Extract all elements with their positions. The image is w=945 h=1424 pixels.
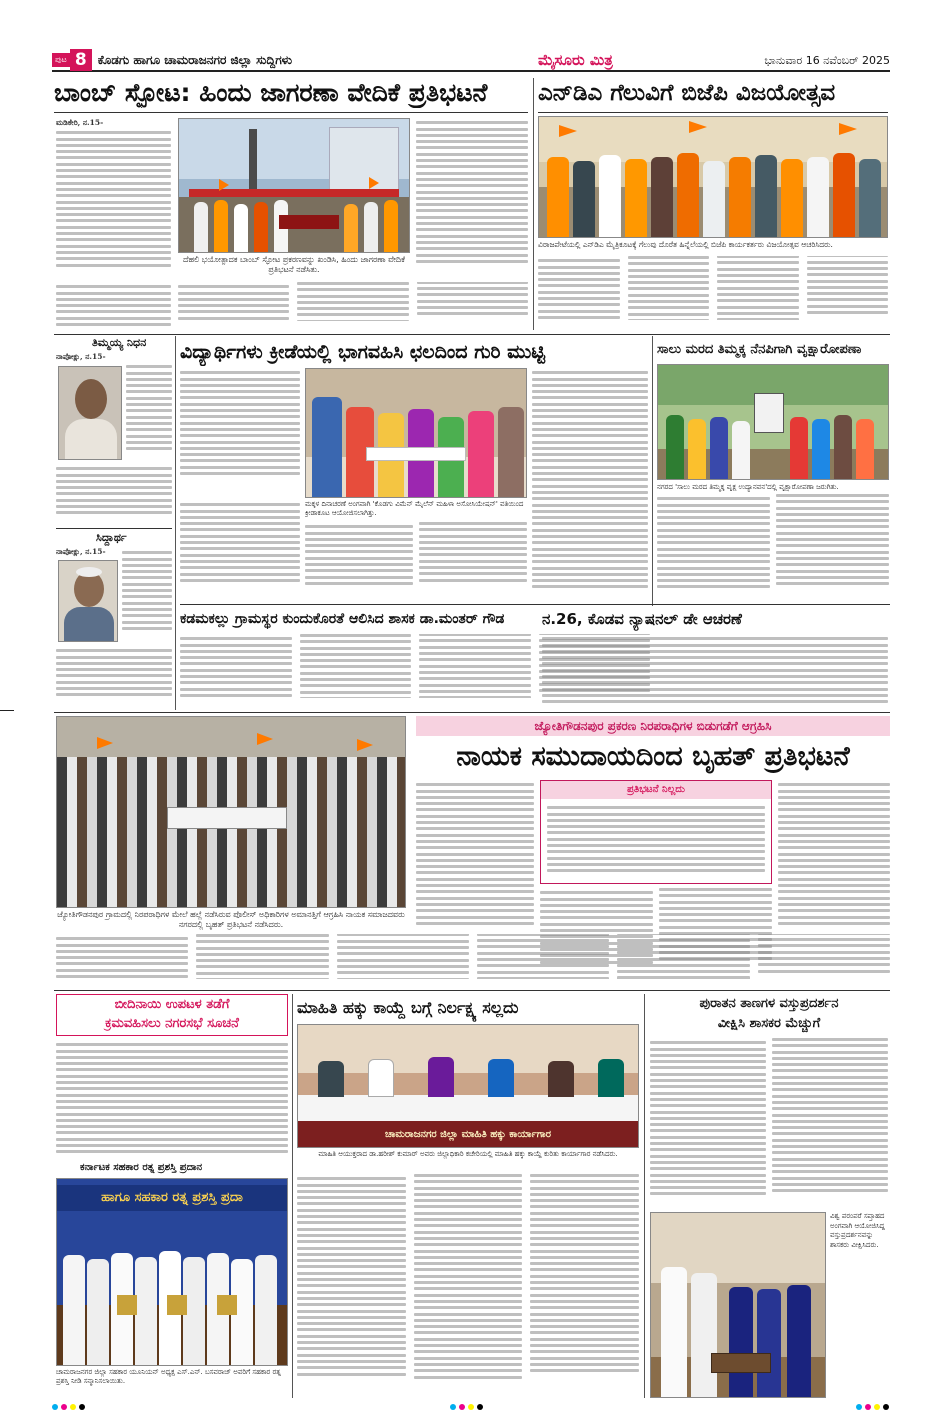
sports-photo	[305, 368, 527, 498]
trees-caption: ನಗರದ 'ಸಾಲು ಮರದ ತಿಮ್ಮಕ್ಕ ವೃಕ್ಷ ಉದ್ಯಾನವನ'ದಲ್ಲಿ ವೃಕ್ಷಾರೋಪಣಾ ಜರುಗಿತು.	[657, 483, 839, 491]
divider	[538, 112, 888, 113]
headline-kadamakallu: ಕಡಮಕಲ್ಲು ಗ್ರಾಮಸ್ಥರ ಕುಂದುಕೊರತೆ ಆಲಿಸಿದ ಶಾಸಕ ಡಾ.ಮಂತರ್ ಗೌಡ	[180, 611, 505, 627]
obit-siddhartha-dateline: ನಾಪೋಕ್ಲು, ನ.15-	[56, 547, 106, 556]
obit-thimmayya-photo	[58, 366, 122, 460]
divider	[538, 604, 890, 605]
street-text	[56, 1040, 288, 1160]
divider-vertical	[652, 336, 653, 606]
museum-text	[650, 1038, 888, 1208]
nayaka-box-title: ಪ್ರತಿಭಟನೆ ನಿಲ್ಲದು	[541, 781, 771, 799]
page-number: 8	[70, 49, 92, 71]
nayaka-kicker: ಜ್ಯೋತಿಗೌಡನಪುರ ಪ್ರಕರಣ ನಿರಪರಾಧಿಗಳ ಬಿಡುಗಡೆಗೆ ಆಗ್ರಹಿಸಿ	[416, 716, 890, 736]
nayaka-protest-photo	[56, 716, 406, 908]
headline-kodava: ನ.26, ಕೊಡವ ನ್ಯಾಷನಲ್ ಡೇ ಆಚರಣೆ	[542, 610, 742, 628]
divider-vertical	[644, 994, 645, 1398]
nda-caption: ವಿರಾಜಪೇಟೆಯಲ್ಲಿ ಎನ್‌ಡಿಎ ಮೈತ್ರಿಕೂಟಕ್ಕೆ ಗೆಲುವು ದೊರೆತ ಹಿನ್ನೆಲೆಯಲ್ಲಿ ಬಿಜೆಪಿ ಕಾರ್ಯಕರ್ತರು ವಿಜಯೋತ್ಸವ ಆಚರಿಸಿದರು.	[538, 240, 833, 249]
obit-thimmayya-text-2	[56, 464, 172, 526]
divider-vertical	[175, 336, 176, 710]
headline-museum-1: ಪುರಾತನ ತಾಣಗಳ ವಸ್ತುಪ್ರದರ್ಶನ	[699, 996, 839, 1011]
headline-museum-2: ವೀಕ್ಷಿಸಿ ಶಾಸಕರ ಮೆಚ್ಚುಗೆ	[717, 1016, 821, 1031]
newspaper-brand: ಮೈಸೂರು ಮಿತ್ರ	[538, 51, 613, 69]
registration-marks-center	[450, 1404, 483, 1410]
nda-celebration-photo	[538, 116, 888, 238]
museum-photo	[650, 1212, 826, 1398]
rti-text	[297, 1174, 639, 1398]
obit-thimmayya-dateline: ನಾಪೋಕ್ಲು, ನ.15-	[56, 352, 106, 361]
divider	[54, 990, 890, 991]
sahakara-photo	[56, 1178, 288, 1366]
issue-date: ಭಾನುವಾರ 16 ನವೆಂಬರ್ 2025	[764, 54, 890, 67]
kodava-text	[542, 634, 888, 710]
headline-nayaka: ನಾಯಕ ಸಮುದಾಯದಿಂದ ಬೃಹತ್ ಪ್ರತಿಭಟನೆ	[456, 741, 850, 772]
rti-photo	[297, 1024, 639, 1148]
street-headline-box	[56, 994, 288, 1036]
section-title: ಕೊಡಗು ಹಾಗೂ ಚಾಮರಾಜನಗರ ಜಿಲ್ಲಾ ಸುದ್ದಿಗಳು	[97, 52, 293, 67]
sports-text-4	[532, 368, 648, 600]
divider-vertical	[533, 78, 534, 330]
registration-marks-left	[52, 1404, 85, 1410]
nayaka-box	[540, 780, 772, 884]
sports-caption: ಮಕ್ಕಳ ದಿನಾಚರಣೆ ಅಂಗವಾಗಿ 'ಕೊಡಗು ವಿಮೆನ್ ಮೈಲೆನ್ ಮಹಿಳಾ ಅಸೋಸಿಯೇಷನ್' ವತಿಯಿಂದ ಕ್ರೀಡಾಕೂಟ ಆಯೋಜಿಸಲಾಗಿತ್ತು.	[305, 500, 524, 517]
obit-thimmayya-text	[126, 362, 172, 464]
crop-mark	[0, 710, 14, 711]
sahakara-caption: ಚಾಮರಾಜನಗರ ಜಿಲ್ಲಾ ಸಹಕಾರ ಯೂನಿಯನ್ ಅಧ್ಯಕ್ಷ ಎಸ್.ಎನ್. ಬಸವರಾಜ್ ಅವರಿಗೆ ಸಹಕಾರ ರತ್ನ ಪ್ರಶಸ್ತಿ ನೀಡಿ ಸನ್ಮಾನಿಸಲಾಯಿತು.	[56, 1368, 281, 1385]
headline-rti: ಮಾಹಿತಿ ಹಕ್ಕು ಕಾಯ್ದೆ ಬಗ್ಗೆ ನಿರ್ಲಕ್ಷ್ಯ ಸಲ್ಲದು	[297, 998, 519, 1017]
sahakara-banner: ಹಾಗೂ ಸಹಕಾರ ರತ್ನ ಪ್ರಶಸ್ತಿ ಪ್ರದಾ	[57, 1185, 287, 1211]
bomb-bottom-text	[178, 282, 528, 330]
obit-siddhartha-photo	[58, 560, 118, 642]
bomb-protest-photo	[178, 118, 410, 253]
rti-caption: ಮಾಹಿತಿ ಆಯುಕ್ತರಾದ ಡಾ.ಹರೀಶ್ ಕುಮಾರ್ ಅವರು ಜಿಲ್ಲಾಧಿಕಾರಿ ಕಚೇರಿಯಲ್ಲಿ ಮಾಹಿತಿ ಹಕ್ಕು ಕಾಯ್ದೆ ಕುರಿತು ಕಾರ್ಯಾಗಾರ ನಡೆಸಿದರು.	[318, 1150, 618, 1158]
trees-text	[657, 494, 889, 604]
nda-text	[538, 256, 888, 332]
obit-siddhartha-text-2	[56, 646, 172, 708]
headline-bomb: ಬಾಂಬ್ ಸ್ಫೋಟ: ಹಿಂದು ಜಾಗರಣಾ ವೇದಿಕೆ ಪ್ರತಿಭಟನೆ	[54, 78, 488, 107]
divider	[54, 112, 528, 113]
obit-siddhartha-text	[122, 548, 172, 644]
headline-sports: ವಿದ್ಯಾರ್ಥಿಗಳು ಕ್ರೀಡೆಯಲ್ಲಿ ಭಾಗವಹಿಸಿ ಛಲದಿಂದ ಗುರಿ ಮುಟ್ಟಿ	[180, 341, 546, 363]
headline-street-1: ಬೀದಿನಾಯಿ ಉಪಟಳ ತಡೆಗೆ	[114, 997, 230, 1012]
divider	[54, 712, 890, 713]
bomb-column-3	[416, 118, 528, 280]
obit-siddhartha-title: ಸಿದ್ದಾರ್ಥ	[96, 531, 127, 544]
headline-trees: ಸಾಲು ಮರದ ತಿಮ್ಮಕ್ಕ ನೆನಪಿಗಾಗಿ ವೃಕ್ಷಾರೋಪಣಾ	[657, 342, 862, 357]
sahakara-subhead: ಕರ್ನಾಟಕ ಸಹಕಾರ ರತ್ನ ಪ್ರಶಸ್ತಿ ಪ್ರದಾನ	[80, 1162, 203, 1173]
nayaka-caption: ಜ್ಯೋತಿಗೌಡನಪುರ ಗ್ರಾಮದಲ್ಲಿ ನಿರಪರಾಧಿಗಳ ಮೇಲೆ ಹಲ್ಲೆ ನಡೆಸಿರುವ ಪೊಲೀಸ್ ಅಧಿಕಾರಿಗಳ ಅಮಾನತ್ತಿಗೆ ಆಗ್ರಹಿಸಿ ನಾಯಕ ಸಮಾಜದವರು ನಗರದಲ್ಲಿ ಬೃಹತ್ ಪ್ರತಿಭಟನೆ ನಡೆಸಿದರು.	[57, 910, 405, 929]
sports-text-3	[305, 522, 527, 600]
museum-side-caption: ವಿಶ್ವ ಪರಂಪರೆ ಸಪ್ತಾಹದ ಅಂಗವಾಗಿ ಆಯೋಜಿಸಿದ್ದ ವಸ್ತುಪ್ರದರ್ಶನವನ್ನು ಶಾಸಕರು ವೀಕ್ಷಿಸಿದರು.	[830, 1212, 885, 1249]
nayaka-box-text	[547, 803, 765, 881]
headline-nda: ಎನ್‌ಡಿಎ ಗೆಲುವಿಗೆ ಬಿಜೆಪಿ ವಿಜಯೋತ್ಸವ	[538, 80, 836, 106]
sports-text-2	[180, 500, 300, 600]
bomb-text-lines	[56, 128, 171, 280]
bomb-column-1-cont	[56, 282, 171, 330]
bomb-dateline: ಮಡಿಕೇರಿ, ನ.15-	[56, 118, 104, 127]
registration-marks-right	[856, 1404, 889, 1410]
trees-photo	[657, 364, 889, 480]
page-header	[52, 50, 890, 72]
sports-text-1	[180, 368, 300, 496]
obit-thimmayya-title: ತಿಮ್ಮಯ್ಯ ನಿಧನ	[92, 336, 147, 349]
rti-banner: ಚಾಮರಾಜನಗರ ಜಿಲ್ಲಾ ಮಾಹಿತಿ ಹಕ್ಕು ಕಾರ್ಯಾಗಾರ	[298, 1121, 638, 1148]
bomb-caption: ದೆಹಲಿ ಭಯೋತ್ಪಾದಕ ಬಾಂಬ್ ಸ್ಫೋಟ ಪ್ರಕರಣವನ್ನು ಖಂಡಿಸಿ, ಹಿಂದು ಜಾಗರಣಾ ವೇದಿಕೆ ಪ್ರತಿಭಟನೆ ನಡೆಸಿತು.	[183, 255, 405, 274]
divider	[56, 528, 172, 529]
divider	[54, 334, 890, 335]
nayaka-text-3	[778, 780, 890, 934]
page-label: ಪುಟ	[52, 53, 70, 67]
nayaka-text-1	[416, 780, 534, 934]
divider-vertical	[292, 994, 293, 1398]
nayaka-text-4	[56, 934, 890, 990]
headline-street-2: ಕ್ರಮವಹಿಸಲು ನಗರಸಭೆ ಸೂಚನೆ	[105, 1016, 239, 1031]
